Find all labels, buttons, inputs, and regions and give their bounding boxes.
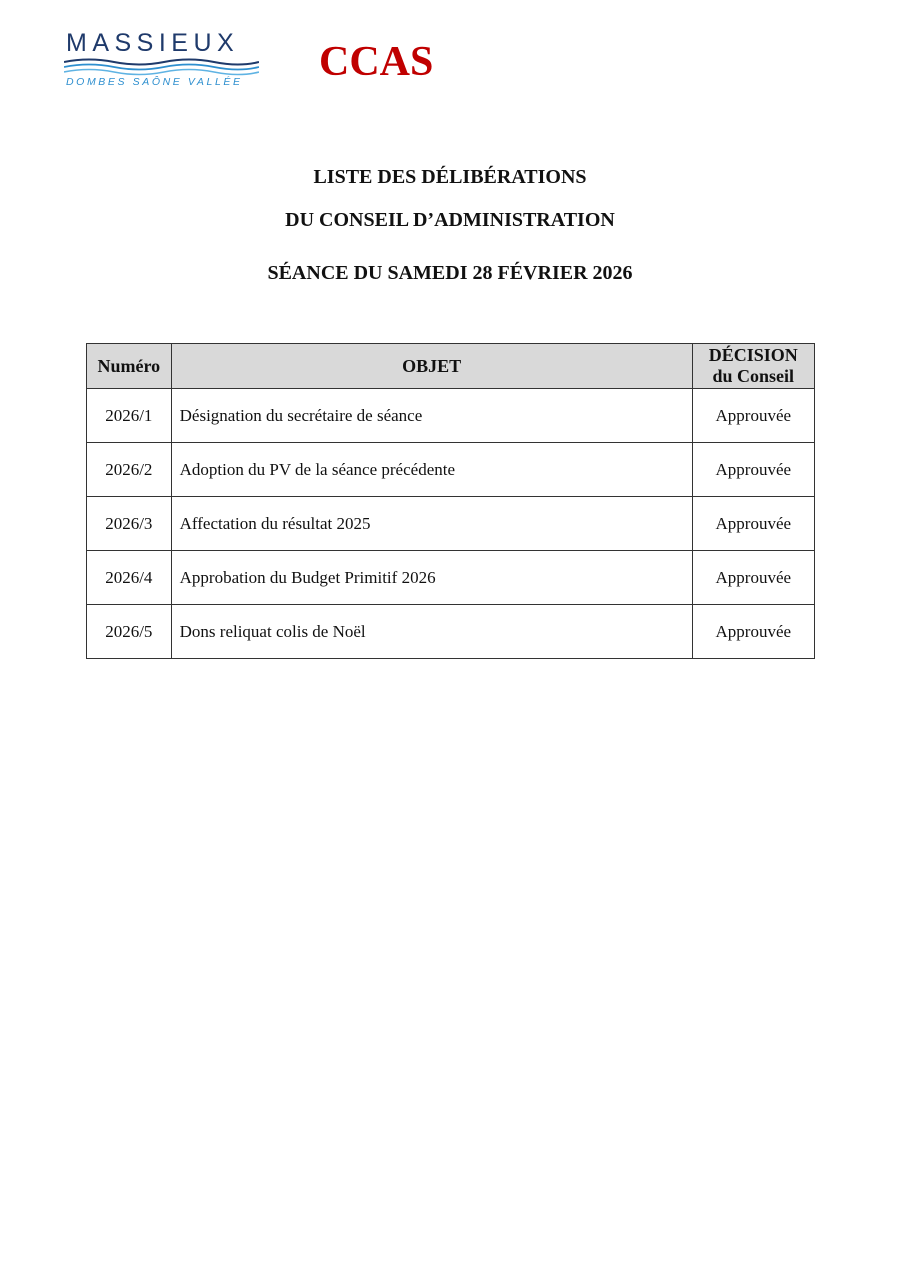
table-row xyxy=(87,497,815,551)
row-numero: 2026/2 xyxy=(87,443,172,497)
header-numero: Numéro xyxy=(87,344,172,389)
row-numero: 2026/5 xyxy=(87,605,172,659)
row-numero: 2026/4 xyxy=(87,551,172,605)
row-decision: Approuvée xyxy=(692,605,814,659)
logo-name: MASSIEUX xyxy=(66,29,240,57)
row-objet: Dons reliquat colis de Noël xyxy=(171,605,692,659)
massieux-logo xyxy=(64,28,259,90)
table-row xyxy=(87,551,815,605)
row-numero: 2026/3 xyxy=(87,497,172,551)
row-decision: Approuvée xyxy=(692,443,814,497)
header-decision-line1: DÉCISION xyxy=(708,345,798,365)
row-objet: Désignation du secrétaire de séance xyxy=(171,389,692,443)
org-name: CCAS xyxy=(319,39,434,85)
table-header-row xyxy=(87,344,815,389)
row-decision: Approuvée xyxy=(692,389,814,443)
waves-icon xyxy=(64,58,259,78)
table-row xyxy=(87,389,815,443)
row-objet: Adoption du PV de la séance précédente xyxy=(171,443,692,497)
title-line-3: SÉANCE DU SAMEDI 28 FÉVRIER 2026 xyxy=(267,262,633,284)
title-line-1: LISTE DES DÉLIBÉRATIONS xyxy=(313,166,587,188)
deliberations-table xyxy=(86,343,815,659)
row-objet: Approbation du Budget Primitif 2026 xyxy=(171,551,692,605)
row-numero: 2026/1 xyxy=(87,389,172,443)
row-objet: Affectation du résultat 2025 xyxy=(171,497,692,551)
header-decision xyxy=(692,344,814,389)
table-row xyxy=(87,443,815,497)
header-objet: OBJET xyxy=(171,344,692,389)
logo-subtitle: DOMBES SAÔNE VALLÉE xyxy=(66,76,243,88)
row-decision: Approuvée xyxy=(692,497,814,551)
table-row xyxy=(87,605,815,659)
title-line-2: DU CONSEIL D’ADMINISTRATION xyxy=(285,209,615,231)
header-decision-line2: du Conseil xyxy=(712,366,795,386)
row-decision: Approuvée xyxy=(692,551,814,605)
